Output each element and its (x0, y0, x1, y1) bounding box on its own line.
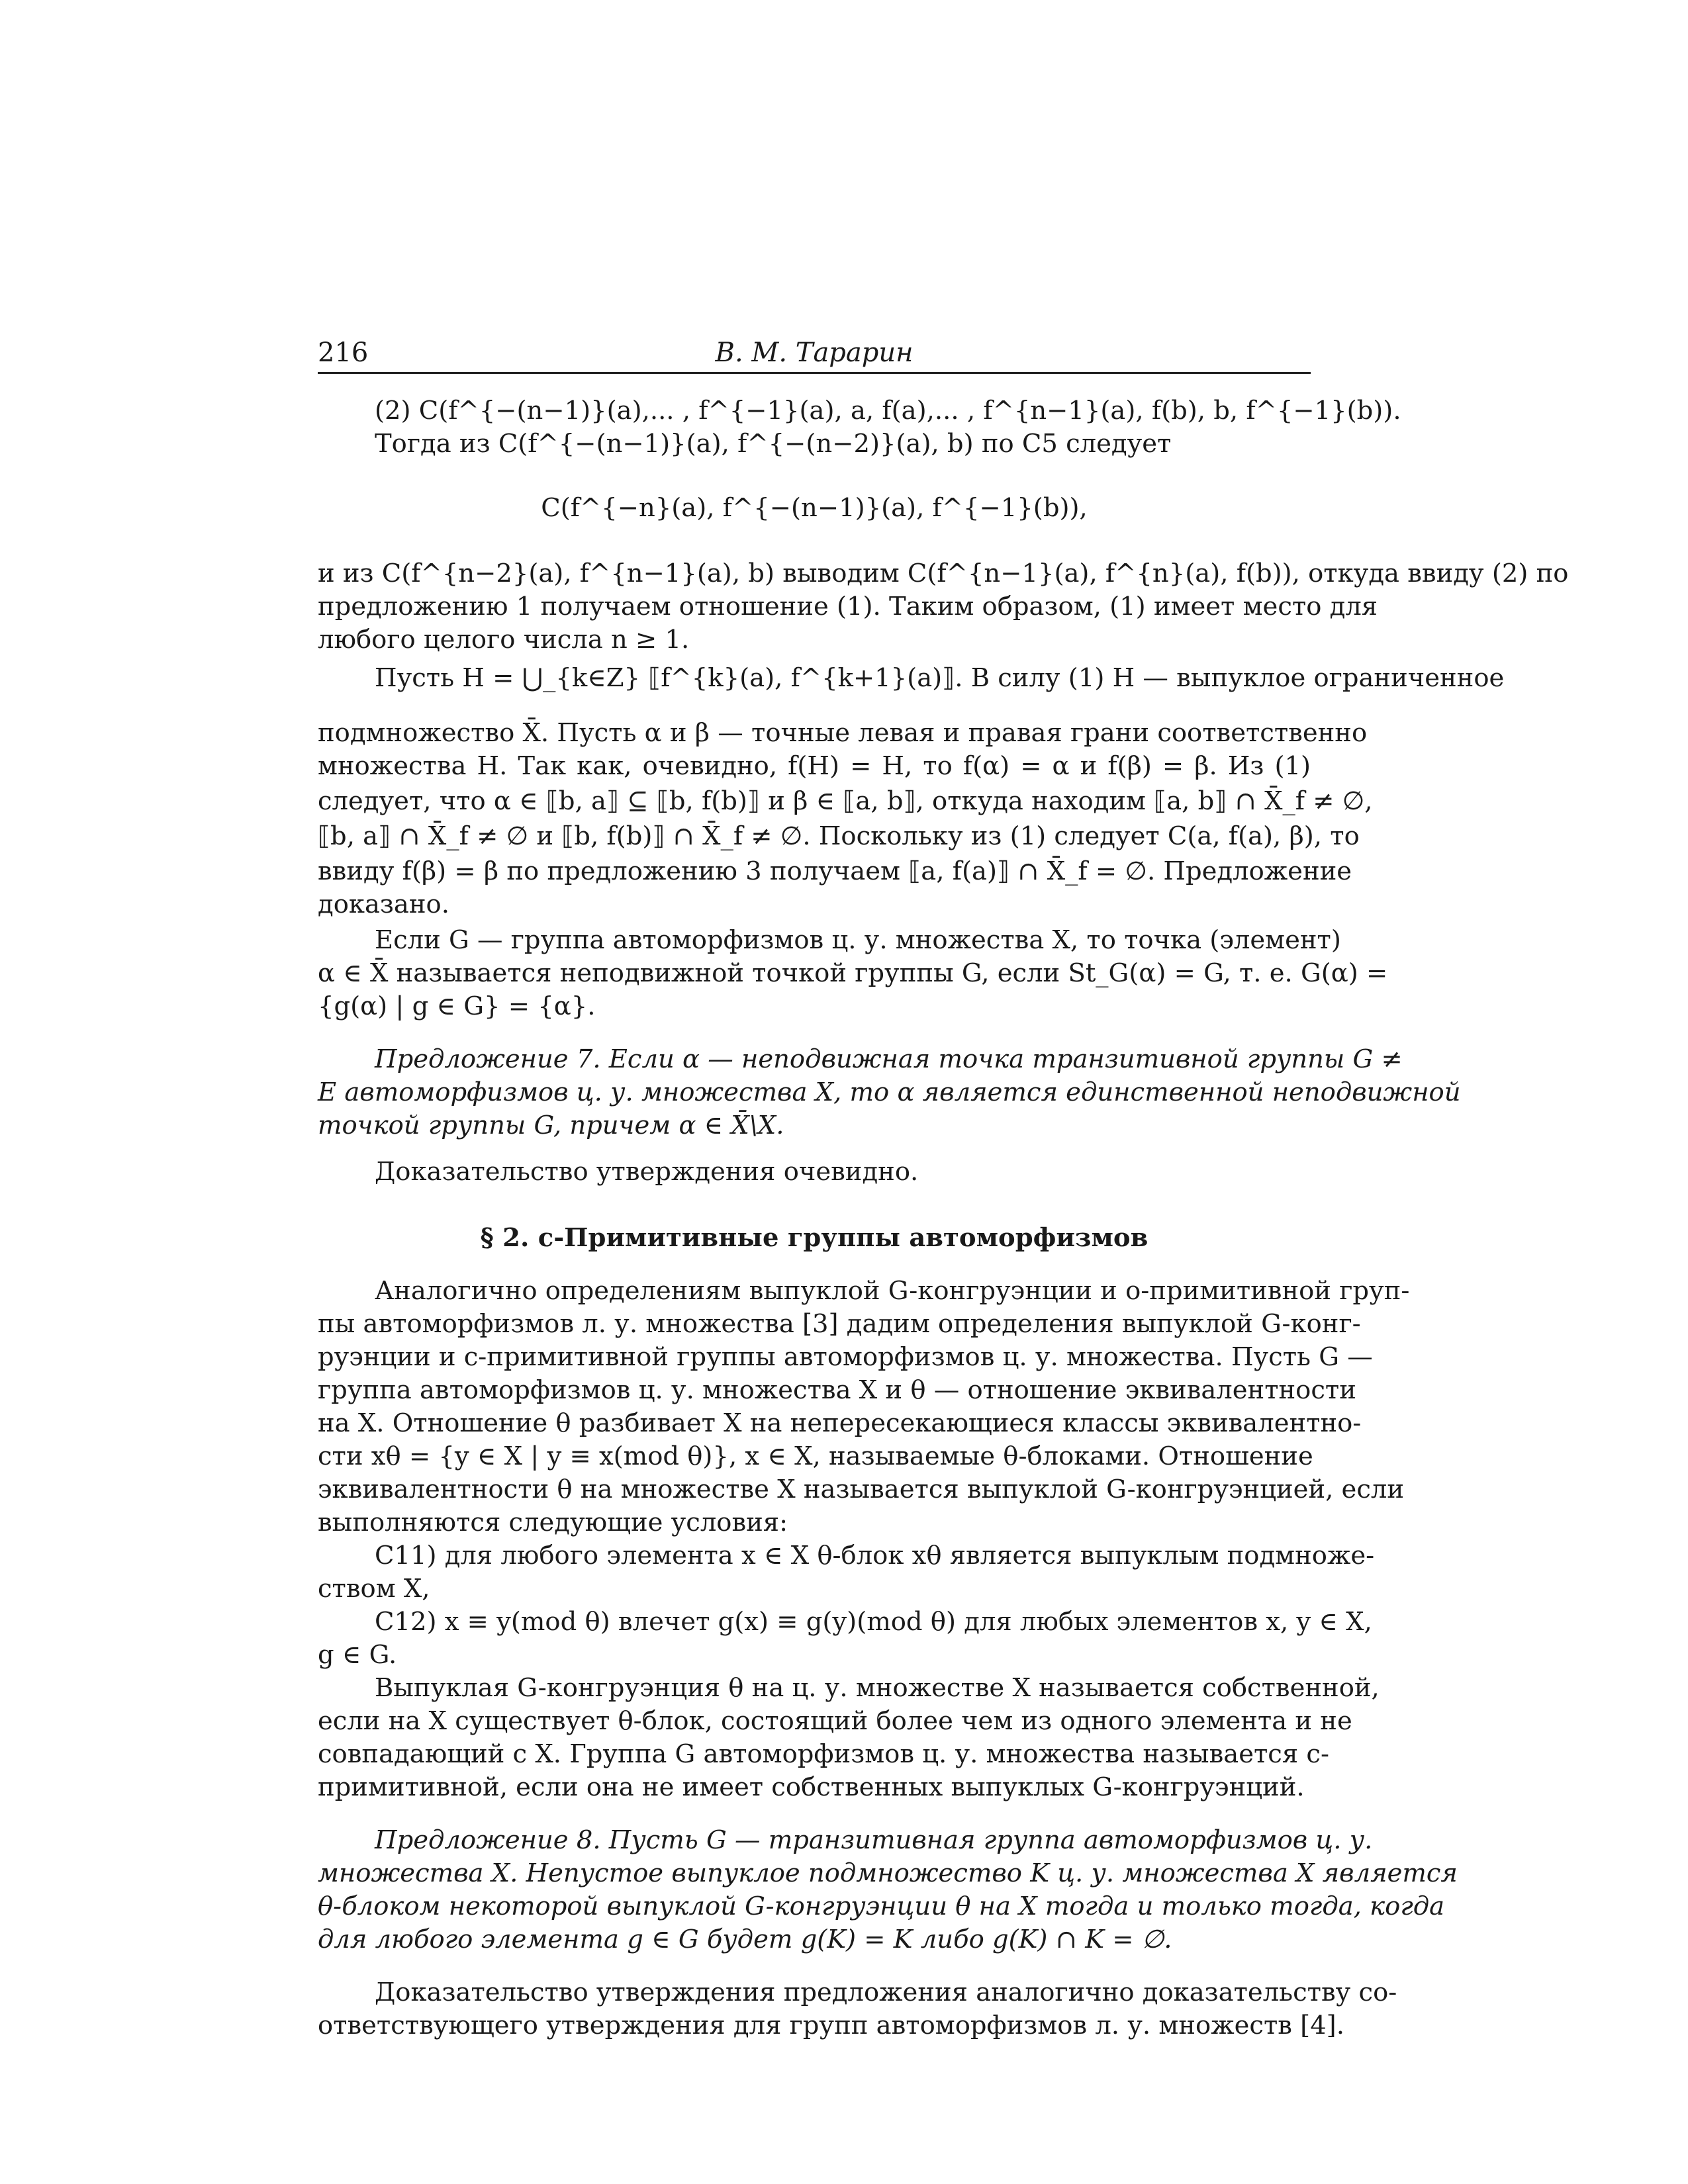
proposition-7-text: E автоморфизмов ц. у. множества X, то α является единственной неподвижной (318, 1077, 1461, 1107)
text-line: группа автоморфизмов ц. у. множества X и θ — отношение эквивалентности (318, 1375, 1356, 1405)
text-line: ⟦b, a⟧ ∩ X̄_f ≠ ∅ и ⟦b, f(b)⟧ ∩ X̄_f ≠ ∅. Поскольку из (1) следует C(a, f(a), β), то (318, 821, 1360, 851)
running-title: В. М. Тарарин (715, 338, 914, 368)
text-line: Тогда из C(f^{−(n−1)}(a), f^{−(n−2)}(a), b) по C5 следует (375, 429, 1172, 459)
text-line: руэнции и c-примитивной группы автоморфизмов ц. у. множества. Пусть G — (318, 1342, 1373, 1372)
proposition-8-text: для любого элемента g ∈ G будет g(K) = K либо g(K) ∩ K = ∅. (318, 1925, 1172, 1954)
text-line: Выпуклая G-конгруэнция θ на ц. у. множестве X называется собственной, (375, 1673, 1380, 1703)
text-line: эквивалентности θ на множестве X называется выпуклой G-конгруэнцией, если (318, 1475, 1405, 1504)
text-line: Доказательство утверждения очевидно. (375, 1157, 919, 1187)
text-line: ответствующего утверждения для групп автоморфизмов л. у. множеств [4]. (318, 2011, 1344, 2040)
text-line: на X. Отношение θ разбивает X на непересекающиеся классы эквивалентно- (318, 1408, 1362, 1438)
proposition-8: Предложение 8. Пусть G — транзитивная группа автоморфизмов ц. у. (375, 1825, 1373, 1855)
condition-c11-cont: ством X, (318, 1574, 430, 1604)
text-line: Если G — группа автоморфизмов ц. у. множества X, то точка (элемент) (375, 925, 1341, 955)
condition-c12: C12) x ≡ y(mod θ) влечет g(x) ≡ g(y)(mod θ) для любых элементов x, y ∈ X, (375, 1607, 1372, 1637)
text-line: множества H. Так как, очевидно, f(H) = H, то f(α) = α и f(β) = β. Из (1) (318, 751, 1311, 781)
proposition-7-text: точкой группы G, причем α ∈ X̄\X. (318, 1111, 784, 1140)
text-line: если на X существует θ-блок, состоящий более чем из одного элемента и не (318, 1706, 1352, 1736)
text-line: α ∈ X̄ называется неподвижной точкой группы G, если St_G(α) = G, т. е. G(α) = (318, 958, 1388, 988)
proposition-7: Предложение 7. Если α — неподвижная точка транзитивной группы G ≠ (375, 1044, 1403, 1074)
proposition-8-text: θ-блоком некоторой выпуклой G-конгруэнции θ на X тогда и только тогда, когда (318, 1891, 1445, 1921)
text-line: Доказательство утверждения предложения аналогично доказательству со- (375, 1978, 1397, 2007)
text-line: примитивной, если она не имеет собственных выпуклых G-конгруэнций. (318, 1772, 1305, 1802)
section-heading: § 2. c-Примитивные группы автоморфизмов (480, 1223, 1149, 1253)
text-line: доказано. (318, 889, 449, 919)
page-number: 216 (318, 338, 369, 368)
text-line: и из C(f^{n−2}(a), f^{n−1}(a), b) выводим C(f^{n−1}(a), f^{n}(a), f(b)), откуда ввиду (2) по (318, 559, 1569, 588)
text-line: ввиду f(β) = β по предложению 3 получаем ⟦a, f(a)⟧ ∩ X̄_f = ∅. Предложение (318, 856, 1352, 886)
display-formula: C(f^{−n}(a), f^{−(n−1)}(a), f^{−1}(b)), (541, 493, 1088, 523)
text-line: сти xθ = {y ∈ X | y ≡ x(mod θ)}, x ∈ X, называемые θ-блоками. Отношение (318, 1441, 1313, 1471)
condition-c12-cont: g ∈ G. (318, 1640, 397, 1670)
text-line: Пусть H = ⋃_{k∈Z} ⟦f^{k}(a), f^{k+1}(a)⟧. В силу (1) H — выпуклое ограниченное (375, 663, 1505, 693)
text-line: пы автоморфизмов л. у. множества [3] дадим определения выпуклой G-конг- (318, 1309, 1361, 1339)
text-line: подмножество X̄. Пусть α и β — точные левая и правая грани соответственно (318, 718, 1368, 748)
text-line: Аналогично определениям выпуклой G-конгруэнции и o-примитивной груп- (375, 1276, 1410, 1306)
text-line: любого целого числа n ≥ 1. (318, 625, 690, 655)
text-line: следует, что α ∈ ⟦b, a⟧ ⊆ ⟦b, f(b)⟧ и β ∈ ⟦a, b⟧, откуда находим ⟦a, b⟧ ∩ X̄_f ≠ ∅, (318, 786, 1373, 816)
condition-c11: C11) для любого элемента x ∈ X θ-блок xθ является выпуклым подмноже- (375, 1541, 1375, 1570)
text-line: предложению 1 получаем отношение (1). Таким образом, (1) имеет место для (318, 592, 1378, 621)
text-line: {g(α) | g ∈ G} = {α}. (318, 991, 596, 1021)
text-line: совпадающий с X. Группа G автоморфизмов ц. у. множества называется c- (318, 1739, 1329, 1769)
running-header (318, 338, 1311, 374)
text-line: выполняются следующие условия: (318, 1508, 788, 1537)
text-line: (2) C(f^{−(n−1)}(a),... , f^{−1}(a), a, f(a),... , f^{n−1}(a), f(b), b, f^{−1}(b)). (375, 396, 1401, 426)
proposition-8-text: множества X. Непустое выпуклое подмножество K ц. у. множества X является (318, 1858, 1458, 1888)
